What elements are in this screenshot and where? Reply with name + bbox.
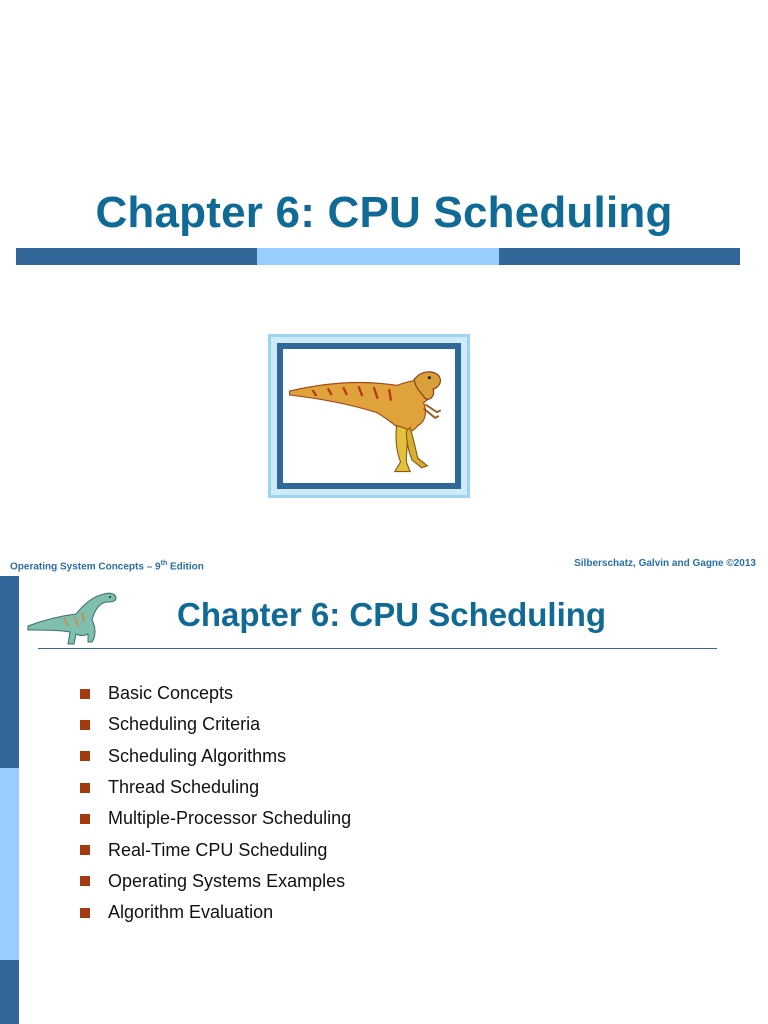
dinosaur-logo-eye [109, 596, 111, 598]
band-segment-light [257, 248, 498, 265]
title-band [16, 248, 740, 265]
outline-slide [0, 576, 768, 1024]
dinosaur-arms [424, 405, 441, 418]
list-item: Multiple-Processor Scheduling [80, 803, 351, 834]
square-bullet-icon [80, 751, 90, 761]
slide-title: Chapter 6: CPU Scheduling [177, 596, 607, 633]
list-item: Thread Scheduling [80, 772, 351, 803]
square-bullet-icon [80, 876, 90, 886]
sidebar-segment-dark-bottom [0, 960, 19, 1024]
sidebar-segment-light [0, 768, 19, 960]
list-item: Operating Systems Examples [80, 866, 351, 897]
square-bullet-icon [80, 814, 90, 824]
band-segment-dark-left [16, 248, 257, 265]
copyright-footer: Silberschatz, Galvin and Gagne ©2013 [574, 558, 756, 569]
dinosaur-picture-frame [268, 334, 470, 498]
list-item: Basic Concepts [80, 678, 351, 709]
square-bullet-icon [80, 689, 90, 699]
square-bullet-icon [80, 783, 90, 793]
dinosaur-eye [428, 376, 431, 379]
sidebar-segment-dark-top [0, 576, 19, 768]
title-rule [38, 648, 717, 649]
band-segment-dark-right [499, 248, 740, 265]
list-item: Algorithm Evaluation [80, 897, 351, 928]
square-bullet-icon [80, 908, 90, 918]
slide-title: Chapter 6: CPU Scheduling [95, 188, 673, 237]
dinosaur-logo-body [28, 593, 116, 644]
square-bullet-icon [80, 845, 90, 855]
sidebar-band [0, 576, 19, 1024]
list-item: Scheduling Criteria [80, 709, 351, 740]
dinosaur-logo [24, 582, 124, 648]
square-bullet-icon [80, 720, 90, 730]
outline-list [80, 678, 351, 928]
dinosaur-illustration [283, 349, 455, 483]
list-item: Real-Time CPU Scheduling [80, 834, 351, 865]
edition-footer: Operating System Concepts – 9th Edition [10, 560, 204, 573]
dinosaur-leg-back [406, 427, 427, 467]
list-item: Scheduling Algorithms [80, 741, 351, 772]
